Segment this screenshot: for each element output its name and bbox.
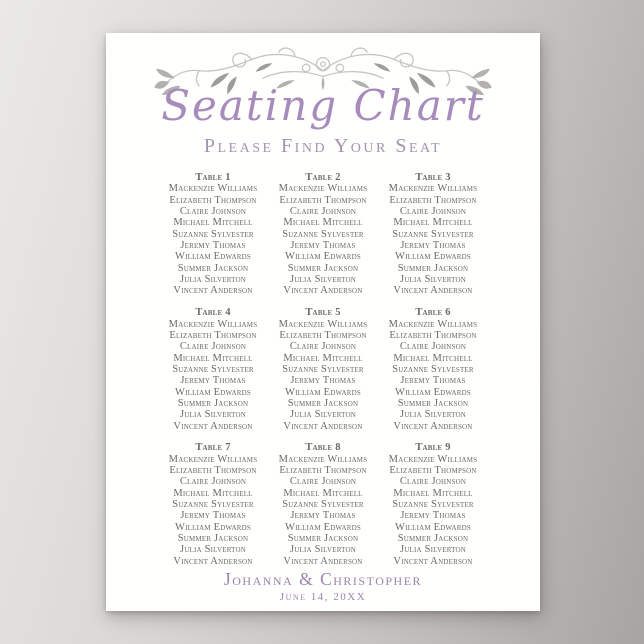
guest-name: Jeremy Thomas [400,240,466,252]
guest-name: Suzanne Sylvester [282,228,364,240]
guest-name: Elizabeth Thompson [279,465,367,477]
seating-grid [106,172,540,578]
table-label: Table 5 [305,307,341,319]
guest-name: Julia Silverton [399,409,467,421]
table-group [268,307,378,432]
guest-name: Michael Mitchell [283,487,363,499]
guest-name: Mackenzie Williams [278,183,368,195]
guest-name: William Edwards [174,251,251,263]
guest-name: Vincent Anderson [393,555,473,567]
guest-name: Jeremy Thomas [290,240,356,252]
guest-name: Julia Silverton [289,409,357,421]
table-group [158,442,268,567]
guest-name: Elizabeth Thompson [389,465,477,477]
guest-name: William Edwards [394,251,471,263]
guest-name: Claire Johnson [179,341,247,353]
guest-name: Mackenzie Williams [278,318,368,330]
guest-name: Vincent Anderson [283,420,363,432]
guest-name: Claire Johnson [289,476,357,488]
guest-name: Vincent Anderson [393,285,473,297]
guest-name: Mackenzie Williams [168,318,258,330]
guest-name: Elizabeth Thompson [389,329,477,341]
guest-name: Jeremy Thomas [290,510,356,522]
guest-name: Julia Silverton [179,274,247,286]
table-label: Table 2 [305,172,341,183]
guest-name: Vincent Anderson [173,285,253,297]
guest-name: Claire Johnson [399,206,467,218]
guest-name: Suzanne Sylvester [172,363,254,375]
guest-name: Jeremy Thomas [180,240,246,252]
guest-name: Summer Jackson [177,533,249,545]
guest-name: Mackenzie Williams [168,183,258,195]
table-group [158,172,268,297]
table-row [106,172,540,297]
guest-name: Michael Mitchell [173,487,253,499]
guest-name: William Edwards [174,386,251,398]
guest-name: Michael Mitchell [393,217,473,229]
guest-name: Jeremy Thomas [400,375,466,387]
table-group [378,307,488,432]
table-row [106,307,540,432]
guest-name: Mackenzie Williams [168,453,258,465]
guest-name: Claire Johnson [399,341,467,353]
guest-name: Suzanne Sylvester [172,228,254,240]
guest-name: Vincent Anderson [283,555,363,567]
guest-name: Vincent Anderson [173,555,253,567]
guest-name: Elizabeth Thompson [279,329,367,341]
table-label: Table 9 [415,442,451,454]
guest-name: Vincent Anderson [173,420,253,432]
guest-name: William Edwards [284,251,361,263]
table-label: Table 7 [195,442,231,454]
guest-name: Julia Silverton [179,544,247,556]
guest-name: Julia Silverton [179,409,247,421]
guest-name: Michael Mitchell [283,352,363,364]
guest-name: Claire Johnson [289,341,357,353]
guest-name: Summer Jackson [397,397,469,409]
guest-name: Jeremy Thomas [180,375,246,387]
guest-name: Mackenzie Williams [388,318,478,330]
table-group [268,442,378,567]
poster-title: Seating Chart [161,81,485,130]
guest-name: Julia Silverton [289,274,357,286]
guest-name: Jeremy Thomas [180,510,246,522]
poster-footer [106,570,540,604]
table-row [106,442,540,567]
guest-name: Elizabeth Thompson [169,465,257,477]
guest-name: Michael Mitchell [173,217,253,229]
couple-names: Johanna & Christopher [223,569,423,589]
guest-name: Suzanne Sylvester [172,499,254,511]
guest-name: Julia Silverton [399,544,467,556]
table-label: Table 4 [195,307,231,319]
guest-name: Mackenzie Williams [388,183,478,195]
event-date: June 14, 20XX [279,591,367,603]
guest-name: Vincent Anderson [283,285,363,297]
guest-name: Suzanne Sylvester [392,363,474,375]
guest-name: William Edwards [394,386,471,398]
guest-name: Julia Silverton [289,544,357,556]
table-group [158,307,268,432]
guest-name: Claire Johnson [399,476,467,488]
guest-name: Suzanne Sylvester [282,363,364,375]
guest-name: Suzanne Sylvester [392,228,474,240]
guest-name: Claire Johnson [179,206,247,218]
guest-name: Michael Mitchell [393,352,473,364]
guest-name: Summer Jackson [287,262,359,274]
guest-name: Mackenzie Williams [388,453,478,465]
table-label: Table 1 [195,172,231,183]
guest-name: Mackenzie Williams [278,453,368,465]
guest-name: Julia Silverton [399,274,467,286]
guest-name: Suzanne Sylvester [282,499,364,511]
guest-name: Elizabeth Thompson [389,194,477,206]
guest-name: Michael Mitchell [173,352,253,364]
guest-name: Michael Mitchell [283,217,363,229]
table-label: Table 6 [415,307,451,319]
guest-name: Claire Johnson [289,206,357,218]
guest-name: Suzanne Sylvester [392,499,474,511]
guest-name: Michael Mitchell [393,487,473,499]
table-group [378,442,488,567]
table-group [378,172,488,297]
guest-name: Summer Jackson [287,533,359,545]
guest-name: Summer Jackson [177,397,249,409]
guest-name: Elizabeth Thompson [169,329,257,341]
guest-name: William Edwards [394,521,471,533]
guest-name: William Edwards [284,521,361,533]
seating-chart-poster [106,33,540,611]
guest-name: Elizabeth Thompson [279,194,367,206]
guest-name: Jeremy Thomas [290,375,356,387]
guest-name: Summer Jackson [397,262,469,274]
guest-name: William Edwards [174,521,251,533]
poster-subtitle: Please Find Your Seat [203,135,443,157]
guest-name: William Edwards [284,386,361,398]
guest-name: Claire Johnson [179,476,247,488]
table-label: Table 8 [305,442,341,454]
table-group [268,172,378,297]
guest-name: Summer Jackson [287,397,359,409]
guest-name: Summer Jackson [177,262,249,274]
guest-name: Elizabeth Thompson [169,194,257,206]
table-label: Table 3 [415,172,451,183]
guest-name: Vincent Anderson [393,420,473,432]
guest-name: Jeremy Thomas [400,510,466,522]
guest-name: Summer Jackson [397,533,469,545]
